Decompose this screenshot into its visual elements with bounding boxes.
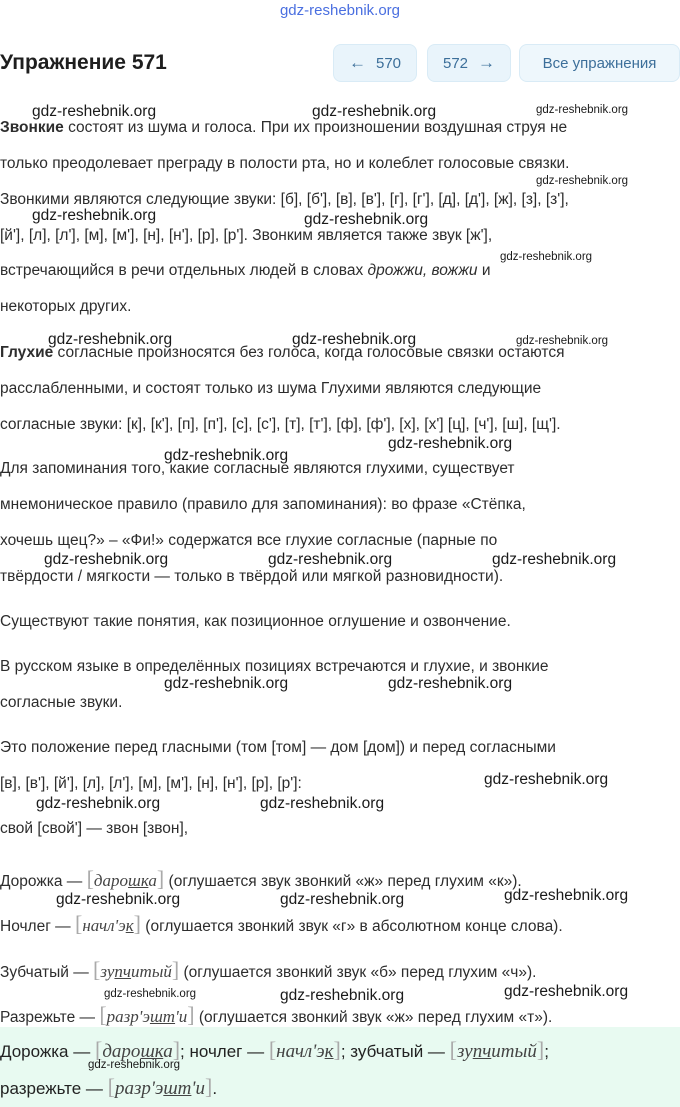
bracket-open: [ — [86, 866, 94, 891]
text-span: согласные произносятся без голоса, когда голосовые связки остаются — [53, 344, 565, 361]
text-line: [в], [в'], [й'], [л], [л'], [м], [м'], [н], [н'], [р], [р']: — [0, 775, 302, 792]
watermark: gdz-reshebnik.org — [536, 175, 629, 187]
example-row — [0, 1002, 552, 1028]
text-line: твёрдости / мягкости — только в твёрдой или мягкой разновидности). — [0, 568, 504, 585]
example-note: (оглушается звук звонкий «ж» перед глухим «к»). — [168, 873, 522, 890]
watermark: gdz-reshebnik.org — [312, 103, 437, 120]
text-line: только преодолевает преграду в полости рта, но и колеблет голосовые связки. — [0, 155, 570, 172]
bracket-open: [ — [99, 1002, 107, 1027]
watermark: gdz-reshebnik.org — [32, 207, 157, 224]
watermark: gdz-reshebnik.org — [88, 1059, 181, 1071]
text-line: В русском языке в определённых позициях встречаются и глухие, и звонкие — [0, 658, 549, 675]
watermark: gdz-reshebnik.org — [304, 211, 429, 228]
watermark: gdz-reshebnik.org — [164, 675, 289, 692]
next-exercise-button[interactable] — [427, 44, 511, 82]
arrow-right-icon: → — [478, 53, 496, 72]
watermark: gdz-reshebnik.org — [56, 891, 181, 908]
watermark: gdz-reshebnik.org — [280, 891, 405, 908]
example-note: (оглушается звонкий звук «ж» перед глухим «т»). — [198, 1009, 553, 1026]
text-line: Это положение перед гласными (том [том] — дом [дом]) и перед согласными — [0, 739, 556, 756]
example-note: (оглушается звонкий звук «б» перед глухим «ч»). — [183, 964, 537, 981]
next-exercise-label: 572 — [442, 54, 469, 72]
text-line: Существуют такие понятия, как позиционное оглушение и озвончение. — [0, 613, 511, 630]
answer-line: разрежьте — [разр'эшт'и]. — [0, 1074, 218, 1099]
watermark: gdz-reshebnik.org — [504, 887, 629, 904]
text-line: некоторых других. — [0, 298, 132, 315]
text-line: хочешь щец?» – «Фи!» содержатся все глухие согласные (парные по — [0, 532, 498, 549]
watermark: gdz-reshebnik.org — [164, 447, 289, 464]
watermark: gdz-reshebnik.org — [516, 335, 609, 347]
text-line: свой [свой'] — звон [звон], — [0, 820, 189, 837]
text-line — [0, 119, 567, 137]
bracket-open: [ — [93, 957, 101, 982]
example-row — [0, 911, 563, 937]
text-line — [0, 262, 490, 280]
watermark: gdz-reshebnik.org — [536, 104, 629, 116]
watermark: gdz-reshebnik.org — [260, 795, 385, 812]
text-span: встречающийся в речи отдельных людей в словах — [0, 262, 368, 279]
watermark: gdz-reshebnik.org — [48, 331, 173, 348]
transcription: зупчитый — [100, 962, 172, 981]
text-span: состоят из шума и голоса. При их произношении воздушная струя не — [63, 119, 568, 136]
bracket-close: ] — [171, 957, 180, 982]
watermark: gdz-reshebnik.org — [504, 983, 629, 1000]
arrow-left-icon: ← — [348, 53, 366, 72]
example-word: Ночлег — — [0, 918, 71, 935]
watermark: gdz-reshebnik.org — [292, 331, 417, 348]
text-line: согласные звуки: [к], [к'], [п], [п'], [с], [с'], [т], [т'], [ф], [ф'], [х], [х'] [ц], [ч'], [ш], [щ']. — [0, 416, 561, 433]
page-title: Упражнение 571 — [0, 51, 167, 74]
text-line: согласные звуки. — [0, 694, 123, 711]
watermark: gdz-reshebnik.org — [36, 795, 161, 812]
example-row — [0, 866, 522, 892]
watermark: gdz-reshebnik.org — [32, 103, 157, 120]
term-voiced: Звонкие — [0, 119, 64, 136]
example-word: Разрежьте — — [0, 1009, 96, 1026]
example-word: Дорожка — — [0, 873, 83, 890]
prev-exercise-label: 570 — [375, 54, 402, 72]
watermark: gdz-reshebnik.org — [492, 551, 617, 568]
term-voiceless: Глухие — [0, 344, 54, 361]
text-span: и — [477, 262, 491, 279]
watermark: gdz-reshebnik.org — [500, 251, 593, 263]
transcription: начл'эк — [82, 916, 134, 935]
example-word: Зубчатый — — [0, 964, 89, 981]
example-note: (оглушается звонкий звук «г» в абсолютном конце слова). — [145, 918, 563, 935]
text-line: Звонкими являются следующие звуки: [б], [б'], [в], [в'], [г], [г'], [д], [д'], [ж], [з], [з'], — [0, 191, 569, 208]
watermark: gdz-reshebnik.org — [44, 551, 169, 568]
bracket-close: ] — [133, 911, 141, 936]
watermark: gdz-reshebnik.org — [104, 988, 197, 1000]
bracket-close: ] — [156, 866, 165, 891]
transcription: дарошка — [93, 871, 157, 890]
site-logo[interactable]: gdz-reshebnik.org — [279, 2, 401, 19]
watermark: gdz-reshebnik.org — [388, 675, 513, 692]
italic-words: дрожжи, вожжи — [367, 262, 478, 279]
watermark: gdz-reshebnik.org — [484, 771, 609, 788]
watermark: gdz-reshebnik.org — [280, 987, 405, 1004]
watermark: gdz-reshebnik.org — [268, 551, 393, 568]
bracket-open: [ — [75, 911, 83, 936]
text-line: расслабленными, и состоят только из шума Глухими являются следующие — [0, 380, 542, 397]
text-line: Для запоминания того, какие согласные являются глухими, существует — [0, 460, 515, 477]
text-line: мнемоническое правило (правило для запоминания): во фразе «Стёпка, — [0, 496, 526, 513]
all-exercises-button[interactable]: Все упражнения — [519, 44, 680, 82]
prev-exercise-button[interactable] — [333, 44, 417, 82]
transcription: разр'эшт'и — [106, 1007, 188, 1026]
text-line: [й'], [л], [л'], [м], [м'], [н], [н'], [р], [р']. Звонким является также звук [ж'], — [0, 227, 493, 244]
bracket-close: ] — [187, 1002, 195, 1027]
answer-line: Дорожка — [дарошка]; ночлег — [начл'эк]; зубчатый — [зупчитый]; — [0, 1037, 549, 1062]
watermark: gdz-reshebnik.org — [388, 435, 513, 452]
example-row — [0, 957, 536, 983]
